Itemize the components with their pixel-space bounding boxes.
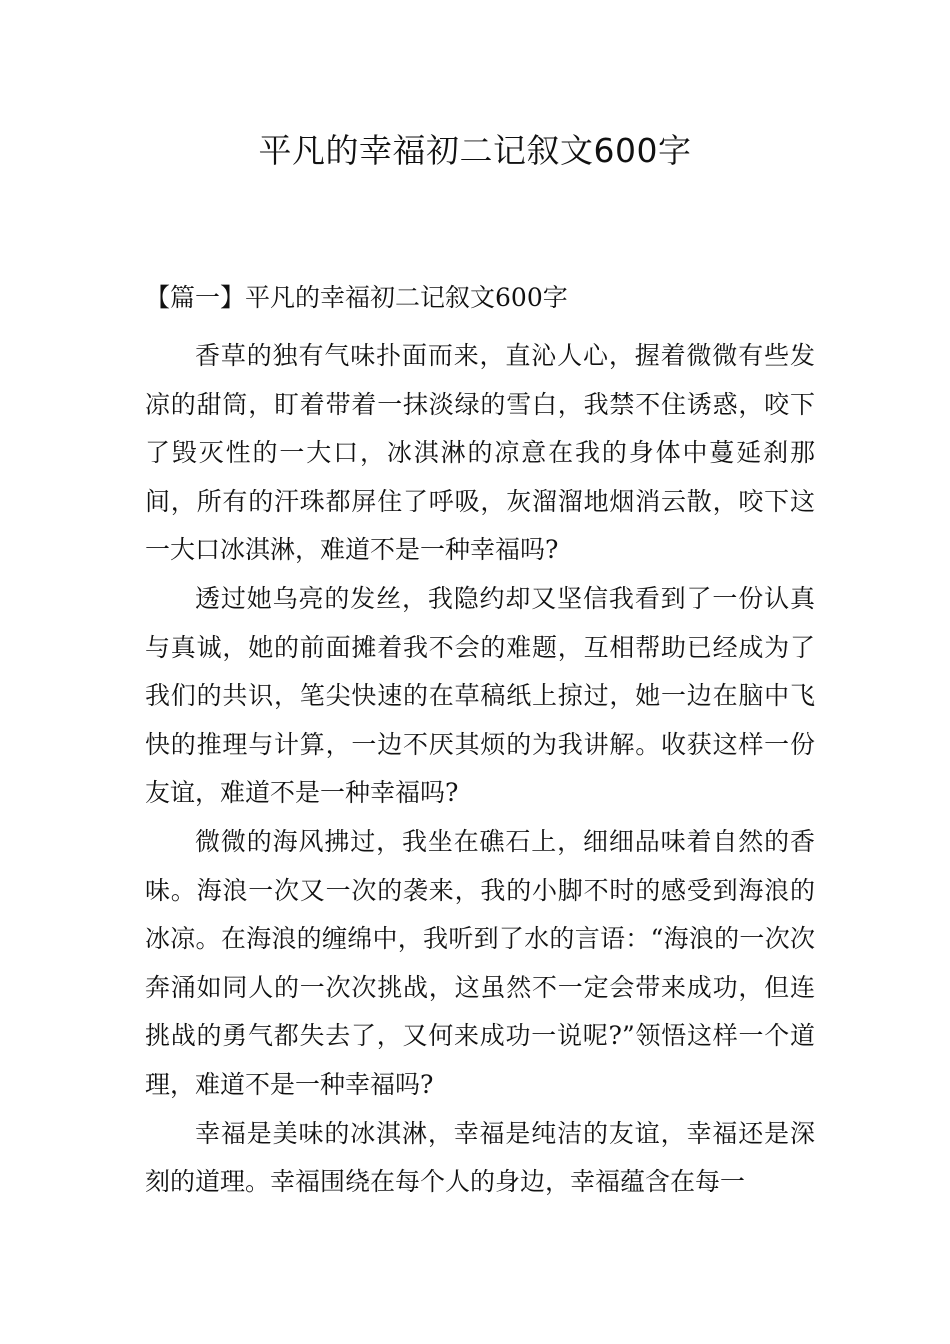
section-heading: 【篇一】平凡的幸福初二记叙文600字 — [145, 283, 568, 312]
paragraph-4: 幸福是美味的冰淇淋，幸福是纯洁的友谊，幸福还是深刻的道理。幸福围绕在每个人的身边，幸福蕴含在每一 — [145, 1118, 815, 1197]
paragraph-1: 香草的独有气味扑面而来，直沁人心，握着微微有些发凉的甜筒，盯着带着一抹淡绿的雪白，我禁不住诱惑，咬下了毁灭性的一大口，冰淇淋的凉意在我的身体中蔓延刹那间，所有的汗珠都屏住了呼吸，灰溜溜地烟消云散，咬下这一大口冰淇淋，难道不是一种幸福吗? — [145, 341, 815, 565]
paragraph-2: 透过她乌亮的发丝，我隐约却又坚信我看到了一份认真与真诚，她的前面摊着我不会的难题，互相帮助已经成为了我们的共识，笔尖快速的在草稿纸上掠过，她一边在脑中飞快的推理与计算，一边不厌其烦的为我讲解。收获这样一份友谊，难道不是一种幸福吗? — [145, 583, 815, 808]
document-body — [145, 282, 815, 1207]
document-title: 平凡的幸福初二记叙文600字 — [258, 131, 692, 170]
paragraph-3: 微微的海风拂过，我坐在礁石上，细细品味着自然的香味。海浪一次又一次的袭来，我的小脚不时的感受到海浪的冰凉。在海浪的缠绵中，我听到了水的言语：“海浪的一次次奔涌如同人的一次次挑战，这虽然不一定会带来成功，但连挑战的勇气都失去了，又何来成功一说呢?”领悟这样一个道理，难道不是一种幸福吗? — [145, 826, 815, 1099]
